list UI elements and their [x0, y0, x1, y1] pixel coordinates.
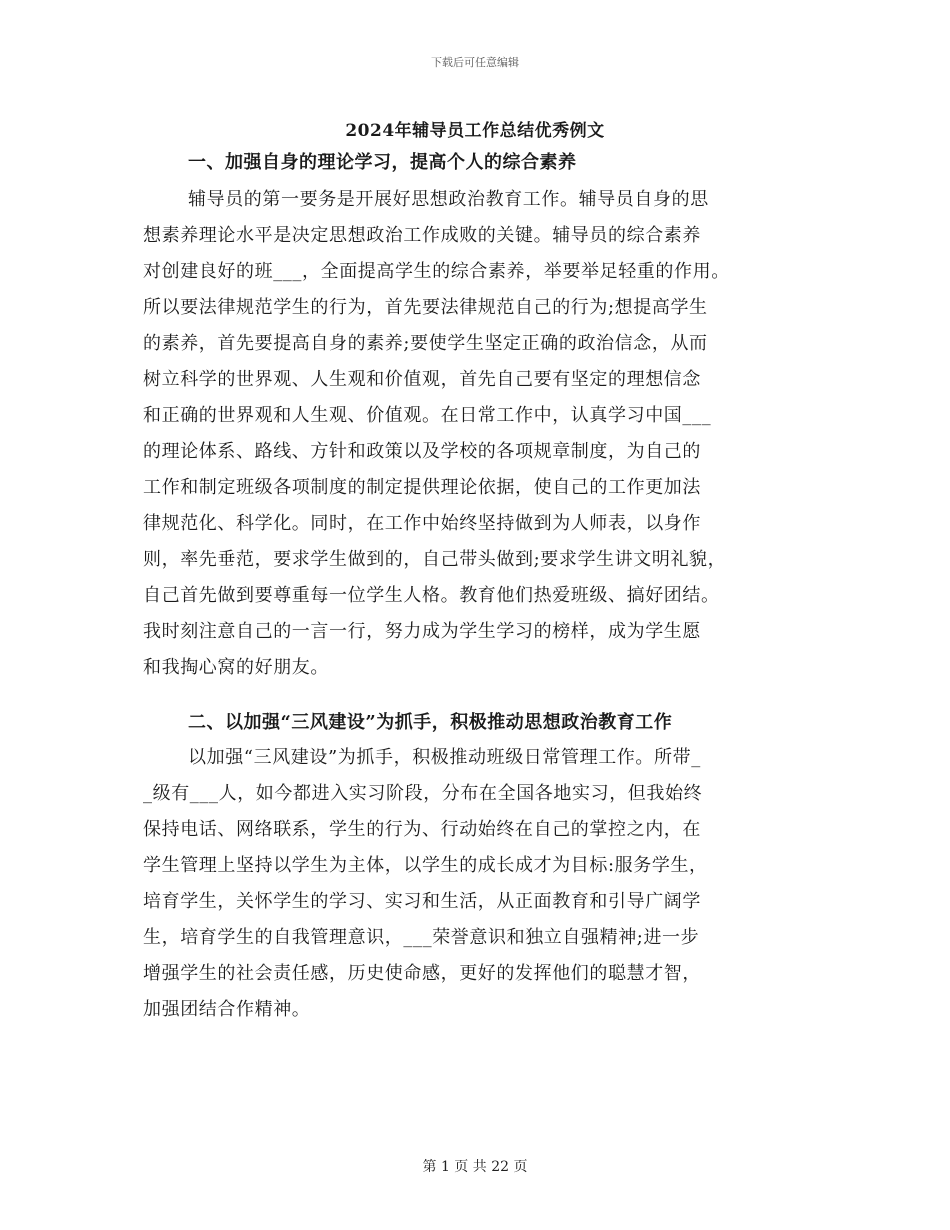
body-line: _级有___人，如今都进入实习阶段，分布在全国各地实习，但我始终: [143, 783, 703, 804]
body-line: 想素养理论水平是决定思想政治工作成败的关键。辅导员的综合素养: [143, 225, 701, 246]
section-1-heading: 一、加强自身的理论学习，提高个人的综合素养: [188, 152, 577, 173]
body-line: 工作和制定班级各项制度的制定提供理论依据，使自己的工作更加法: [143, 477, 701, 498]
body-line: 保持电话、网络联系，学生的行为、行动始终在自己的掌控之内，在: [143, 819, 701, 840]
section-1-body: [143, 182, 823, 686]
body-line: 和我掏心窝的好朋友。: [143, 657, 329, 678]
body-line: 的素养，首先要提高自身的素养;要使学生坚定正确的政治信念，从而: [143, 333, 708, 354]
page-footer: 第 1 页 共 22 页: [422, 1159, 528, 1175]
body-line: 以加强“三风建设”为抓手，积极推动班级日常管理工作。所带_: [188, 747, 701, 768]
document-title: 2024年辅导员工作总结优秀例文: [345, 121, 605, 141]
section-2-heading: 二、以加强“三风建设”为抓手，积极推动思想政治教育工作: [188, 712, 673, 733]
body-line: 我时刻注意自己的一言一行，努力成为学生学习的榜样，成为学生愿: [143, 621, 701, 642]
body-line: 生，培育学生的自我管理意识，___荣誉意识和独立自强精神;进一步: [143, 927, 700, 948]
body-line: 的理论体系、路线、方针和政策以及学校的各项规章制度，为自己的: [143, 441, 701, 462]
body-line: 学生管理上坚持以学生为主体，以学生的成长成才为目标:服务学生，: [143, 855, 708, 876]
body-line: 自己首先做到要尊重每一位学生人格。教育他们热爱班级、搞好团结。: [143, 585, 720, 606]
body-line: 辅导员的第一要务是开展好思想政治教育工作。辅导员自身的思: [188, 189, 709, 210]
body-line: 和正确的世界观和人生观、价值观。在日常工作中，认真学习中国___: [143, 405, 712, 426]
body-line: 律规范化、科学化。同时，在工作中始终坚持做到为人师表，以身作: [143, 513, 701, 534]
body-line: 增强学生的社会责任感，历史使命感，更好的发挥他们的聪慧才智，: [143, 963, 701, 984]
body-line: 则，率先垂范，要求学生做到的，自己带头做到;要求学生讲文明礼貌，: [143, 549, 727, 570]
section-2-body: [143, 740, 823, 1028]
body-line: 树立科学的世界观、人生观和价值观，首先自己要有坚定的理想信念: [143, 369, 701, 390]
body-line: 加强团结合作精神。: [143, 999, 311, 1020]
body-line: 所以要法律规范学生的行为，首先要法律规范自己的行为;想提高学生: [143, 297, 708, 318]
page-header: 下载后可任意编辑: [431, 56, 519, 69]
body-line: 培育学生，关怀学生的学习、实习和生活，从正面教育和引导广阔学: [143, 891, 701, 912]
body-line: 对创建良好的班___，全面提高学生的综合素养，举要举足轻重的作用。: [143, 261, 730, 282]
